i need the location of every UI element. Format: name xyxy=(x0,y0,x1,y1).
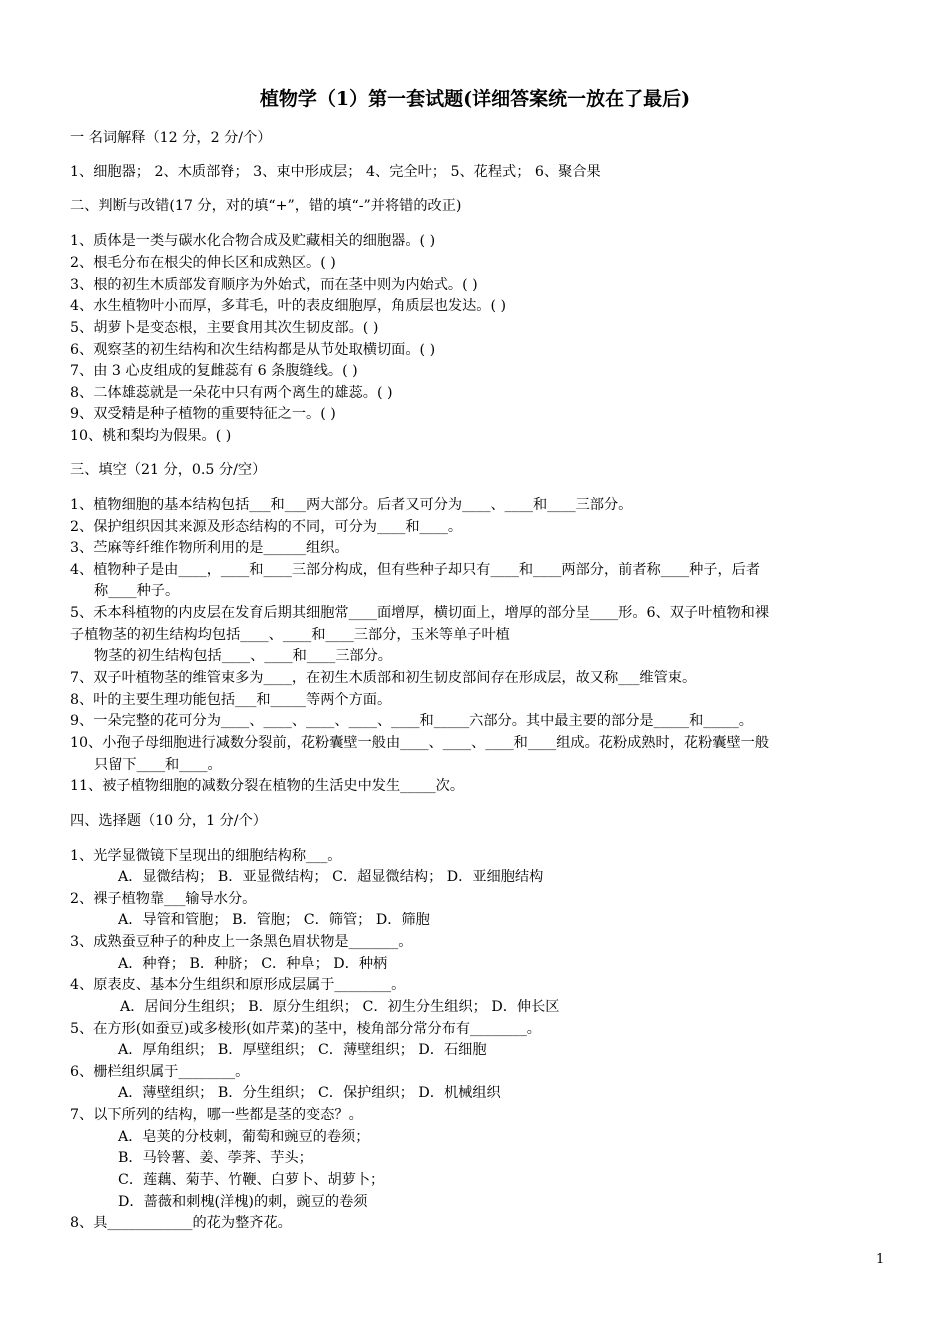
choice-options: A．显微结构； B．亚显微结构； C．超显微结构； D．亚细胞结构 xyxy=(118,869,544,885)
choice-options: D．蔷薇和刺槐(洋槐)的刺，豌豆的卷须 xyxy=(118,1194,368,1210)
fill-line: 1、植物细胞的基本结构包括___和___两大部分。后者又可分为____、____和____三部分。 xyxy=(70,497,633,513)
choice-options: A．导管和管胞； B．管胞； C．筛管； D．筛胞 xyxy=(118,912,430,928)
judge-item: 5、胡萝卜是变态根，主要食用其次生韧皮部。( ) xyxy=(70,320,379,336)
section-3-heading: 三、填空（21 分，0.5 分/空） xyxy=(70,462,267,478)
fill-line: 称____种子。 xyxy=(94,583,180,599)
fill-line: 4、植物种子是由____，____和____三部分构成，但有些种子却只有____和____两部分，前者称____种子，后者 xyxy=(70,562,761,578)
fill-line: 5、禾本科植物的内皮层在发育后期其细胞常____面增厚，横切面上，增厚的部分呈____形。6、双子叶植物和裸 xyxy=(70,605,770,621)
choice-question: 3、成熟蚕豆种子的种皮上一条黑色眉状物是_______。 xyxy=(70,934,413,950)
choice-question: 1、光学显微镜下呈现出的细胞结构称___。 xyxy=(70,848,342,864)
choice-options: B．马铃薯、姜、荸荠、芋头； xyxy=(118,1150,313,1166)
choice-question: 5、在方形(如蚕豆)或多棱形(如芹菜)的茎中，棱角部分常分布有________。 xyxy=(70,1021,541,1037)
judge-item: 8、二体雄蕊就是一朵花中只有两个离生的雄蕊。( ) xyxy=(70,385,393,401)
judge-item: 7、由 3 心皮组成的复雌蕊有 6 条腹缝线。( ) xyxy=(70,363,358,379)
judge-item: 9、双受精是种子植物的重要特征之一。( ) xyxy=(70,406,336,422)
fill-line: 物茎的初生结构包括____、____和____三部分。 xyxy=(94,648,392,664)
fill-line: 2、保护组织因其来源及形态结构的不同，可分为____和____。 xyxy=(70,519,463,535)
judge-item: 10、桃和梨均为假果。( ) xyxy=(70,428,232,444)
judge-item: 4、水生植物叶小而厚，多茸毛，叶的表皮细胞厚，角质层也发达。( ) xyxy=(70,298,507,314)
choice-options: A．皂荚的分枝刺，葡萄和豌豆的卷须； xyxy=(118,1129,370,1145)
section-1-heading: 一 名词解释（12 分，2 分/个） xyxy=(70,130,272,146)
choice-question: 7、以下所列的结构，哪一些都是茎的变态？。 xyxy=(70,1107,363,1123)
choice-options: A．厚角组织； B．厚壁组织； C．薄壁组织； D．石细胞 xyxy=(118,1042,487,1058)
choice-options: A．种脊； B．种脐； C．种阜； D．种柄 xyxy=(118,956,388,972)
section-2-heading: 二、判断与改错(17 分，对的填“+”，错的填“-”并将错的改正) xyxy=(70,198,462,214)
fill-line: 9、一朵完整的花可分为____、____、____、____、____和_____六部分。其中最主要的部分是_____和_____。 xyxy=(70,713,753,729)
fill-line: 10、小孢子母细胞进行减数分裂前，花粉囊壁一般由____、____、____和____组成。花粉成熟时，花粉囊壁一般 xyxy=(70,735,770,751)
choice-question: 6、栅栏组织属于________。 xyxy=(70,1064,250,1080)
choice-question: 8、具____________的花为整齐花。 xyxy=(70,1215,292,1231)
judge-item: 2、根毛分布在根尖的伸长区和成熟区。( ) xyxy=(70,255,336,271)
page-number: 1 xyxy=(876,1252,885,1267)
choice-options: A．薄壁组织； B．分生组织； C．保护组织； D．机械组织 xyxy=(118,1085,501,1101)
choice-options: C．莲藕、菊芋、竹鞭、白萝卜、胡萝卜； xyxy=(118,1172,385,1188)
judge-item: 3、根的初生木质部发育顺序为外始式，而在茎中则为内始式。( ) xyxy=(70,277,478,293)
page-title: 植物学（1）第一套试题(详细答案统一放在了最后) xyxy=(259,88,691,110)
fill-line: 只留下____和____。 xyxy=(94,757,222,773)
section-4-heading: 四、选择题（10 分，1 分/个） xyxy=(70,813,267,829)
judge-item: 6、观察茎的初生结构和次生结构都是从节处取横切面。( ) xyxy=(70,342,436,358)
fill-line: 11、被子植物细胞的减数分裂在植物的生活史中发生_____次。 xyxy=(70,778,465,794)
fill-line: 8、叶的主要生理功能包括___和_____等两个方面。 xyxy=(70,692,392,708)
fill-line: 3、苎麻等纤维作物所利用的是______组织。 xyxy=(70,540,349,556)
judge-item: 1、质体是一类与碳水化合物合成及贮藏相关的细胞器。( ) xyxy=(70,233,436,249)
section-1-items: 1、细胞器； 2、木质部脊； 3、束中形成层； 4、完全叶； 5、花程式； 6、聚合果 xyxy=(70,164,601,180)
choice-question: 2、裸子植物靠___输导水分。 xyxy=(70,891,257,907)
fill-line: 子植物茎的初生结构均包括____、____和____三部分，玉米等单子叶植 xyxy=(70,627,510,643)
choice-options: A．居间分生组织； B．原分生组织； C．初生分生组织； D．伸长区 xyxy=(120,999,560,1015)
choice-question: 4、原表皮、基本分生组织和原形成层属于________。 xyxy=(70,977,406,993)
fill-line: 7、双子叶植物茎的维管束多为____，在初生木质部和初生韧皮部间存在形成层，故又称___维管束。 xyxy=(70,670,697,686)
